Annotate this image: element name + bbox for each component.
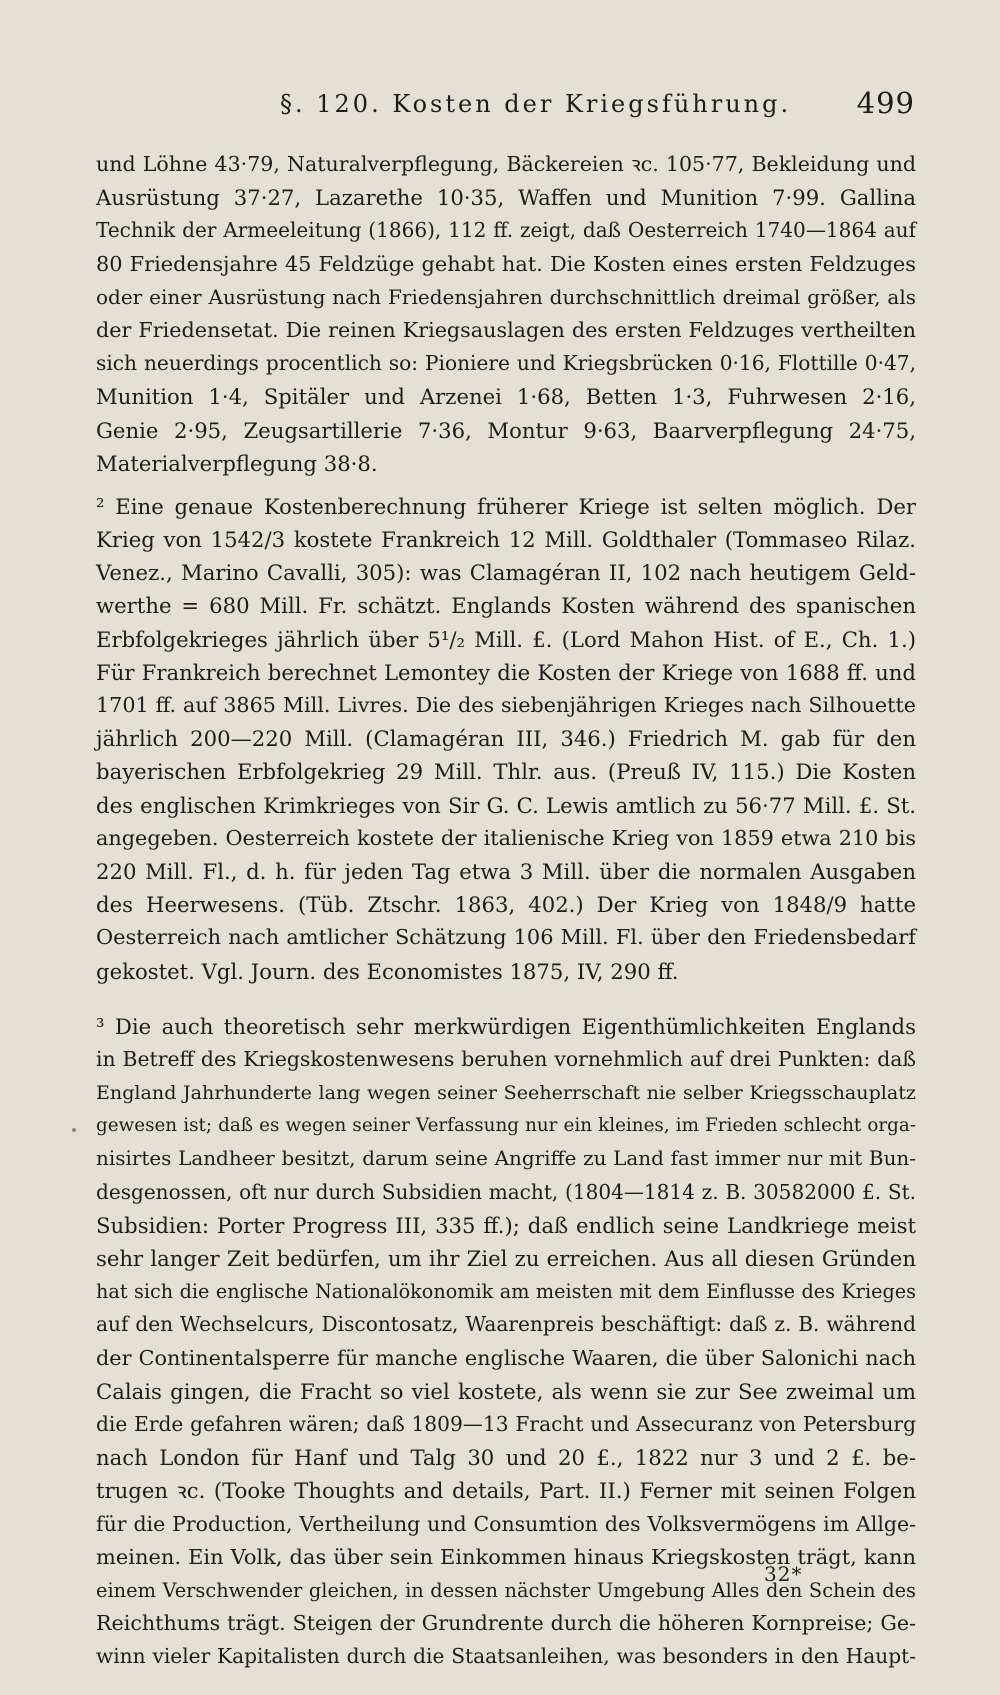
text-line: winn vieler Kapitalisten durch die Staatsanleihen, was besonders in den Haupt- <box>96 1644 916 1669</box>
text-line: Munition 1·4, Spitäler und Arzenei 1·68, Betten 1·3, Fuhrwesen 2·16, <box>96 384 916 410</box>
text-line: für die Production, Vertheilung und Consumtion des Volksvermögens im Allge- <box>96 1511 916 1536</box>
text-line: und Löhne 43·79, Naturalverpflegung, Bäckereien ꝛc. 105·77, Bekleidung und <box>96 152 916 176</box>
text-line: Oesterreich nach amtlicher Schätzung 106 Mill. Fl. über den Friedensbedarf <box>96 925 916 950</box>
text-line: 1701 ff. auf 3865 Mill. Livres. Die des siebenjährigen Krieges nach Silhouette <box>96 693 916 717</box>
text-line: England Jahrhunderte lang wegen seiner Seeherrschaft nie selber Kriegsschauplatz <box>96 1081 916 1105</box>
text-line: oder einer Ausrüstung nach Friedensjahren durchschnittlich dreimal größer, als <box>96 284 916 309</box>
text-line: die Erde gefahren wären; daß 1809—13 Fracht und Assecuranz von Petersburg <box>96 1411 916 1436</box>
text-line: meinen. Ein Volk, das über sein Einkommen hinaus Kriegskosten trägt, kann <box>96 1544 916 1569</box>
footnote-2 <box>96 490 916 988</box>
text-line: der Continentalsperre für manche englische Waaren, die über Salonichi nach <box>96 1345 916 1370</box>
text-line: auf den Wechselcurs, Discontosatz, Waarenpreis beschäftigt: daß z. B. während <box>96 1312 916 1337</box>
text-line: nisirtes Landheer besitzt, darum seine Angriffe zu Land fast immer nur mit Bun- <box>96 1146 916 1171</box>
text-line: Erbfolgekrieges jährlich über 5¹/₂ Mill. £. (Lord Mahon Hist. of E., Ch. 1.) <box>96 626 916 652</box>
text-line: Genie 2·95, Zeugsartillerie 7·36, Montur 9·63, Baarverpflegung 24·75, <box>96 417 916 443</box>
text-line: ² Eine genaue Kostenberechnung früherer Kriege ist selten möglich. Der <box>96 493 916 519</box>
text-line: sehr langer Zeit bedürfen, um ihr Ziel zu erreichen. Aus all diesen Gründen <box>96 1246 916 1271</box>
text-line: Materialverpflegung 38·8. <box>96 450 378 476</box>
paragraph-1 <box>96 148 916 480</box>
text-line: gekostet. Vgl. Journ. des Economistes 1875, IV, 290 ff. <box>96 958 679 984</box>
text-line: Venez., Marino Cavalli, 305): was Clamagéran II, 102 nach heutigem Geld- <box>96 560 916 586</box>
text-line: der Friedensetat. Die reinen Kriegsauslagen des ersten Feldzuges vertheilten <box>96 317 916 342</box>
text-line: bayerischen Erbfolgekrieg 29 Mill. Thlr. aus. (Preuß IV, 115.) Die Kosten <box>96 759 916 785</box>
text-line: hat sich die englische Nationalökonomik am meisten mit dem Einflusse des Krieges <box>96 1280 916 1304</box>
text-line: jährlich 200—220 Mill. (Clamagéran III, 346.) Friedrich M. gab für den <box>96 726 916 752</box>
text-line: Für Frankreich berechnet Lemontey die Kosten der Kriege von 1688 ff. und <box>96 659 916 685</box>
text-line: Calais gingen, die Fracht so viel kostete, als wenn sie zur See zweimal um <box>96 1378 916 1404</box>
text-line: Krieg von 1542/3 kostete Frankreich 12 Mill. Goldthaler (Tommaseo Rilaz. <box>96 527 916 553</box>
page-header <box>280 86 920 126</box>
text-line: ³ Die auch theoretisch sehr merkwürdigen Eigenthümlichkeiten Englands <box>96 1013 916 1039</box>
text-line: desgenossen, oft nur durch Subsidien macht, (1804—1814 z. B. 30582000 £. St. <box>96 1179 916 1204</box>
text-line: werthe = 680 Mill. Fr. schätzt. Englands Kosten während des spanischen <box>96 593 916 619</box>
text-line: einem Verschwender gleichen, in dessen nächster Umgebung Alles den Schein des <box>96 1578 916 1602</box>
text-line: 80 Friedensjahre 45 Feldzüge gehabt hat. Die Kosten eines ersten Feldzuges <box>96 251 916 276</box>
text-line: angegeben. Oesterreich kostete der italienische Krieg von 1859 etwa 210 bis <box>96 825 916 850</box>
text-line: Reichthums trägt. Steigen der Grundrente durch die höheren Kornpreise; Ge- <box>96 1611 916 1636</box>
ink-spot <box>72 1128 76 1132</box>
text-line: gewesen ist; daß es wegen seiner Verfassung nur ein kleines, im Frieden schlecht orga- <box>96 1115 916 1137</box>
body-text <box>96 148 916 1673</box>
text-line: nach London für Hanf und Talg 30 und 20 £., 1822 nur 3 und 2 £. be- <box>96 1445 916 1471</box>
text-line: trugen ꝛc. (Tooke Thoughts and details, Part. II.) Ferner mit seinen Folgen <box>96 1478 916 1504</box>
text-line: des englischen Krimkrieges von Sir G. C. Lewis amtlich zu 56·77 Mill. £. St. <box>96 792 916 818</box>
text-line: Technik der Armeeleitung (1866), 112 ff. zeigt, daß Oesterreich 1740—1864 auf <box>96 218 916 243</box>
text-line: in Betreff des Kriegskostenwesens beruhen vornehmlich auf drei Punkten: daß <box>96 1046 916 1071</box>
page-number: 499 <box>856 86 915 120</box>
text-line: 220 Mill. Fl., d. h. für jeden Tag etwa 3 Mill. über die normalen Ausgaben <box>96 858 916 884</box>
text-line: des Heerwesens. (Tüb. Ztschr. 1863, 402.) Der Krieg von 1848/9 hatte <box>96 892 916 918</box>
text-line: Ausrüstung 37·27, Lazarethe 10·35, Waffen und Munition 7·99. Gallina <box>96 185 916 211</box>
text-line: sich neuerdings procentlich so: Pioniere und Kriegsbrücken 0·16, Flottille 0·47, <box>96 351 916 376</box>
running-title: §. 120. Kosten der Kriegsführung. <box>280 90 792 118</box>
text-line: Subsidien: Porter Progress III, 335 ff.); daß endlich seine Landkriege meist <box>96 1212 916 1238</box>
signature-mark: 32* <box>764 1562 803 1586</box>
